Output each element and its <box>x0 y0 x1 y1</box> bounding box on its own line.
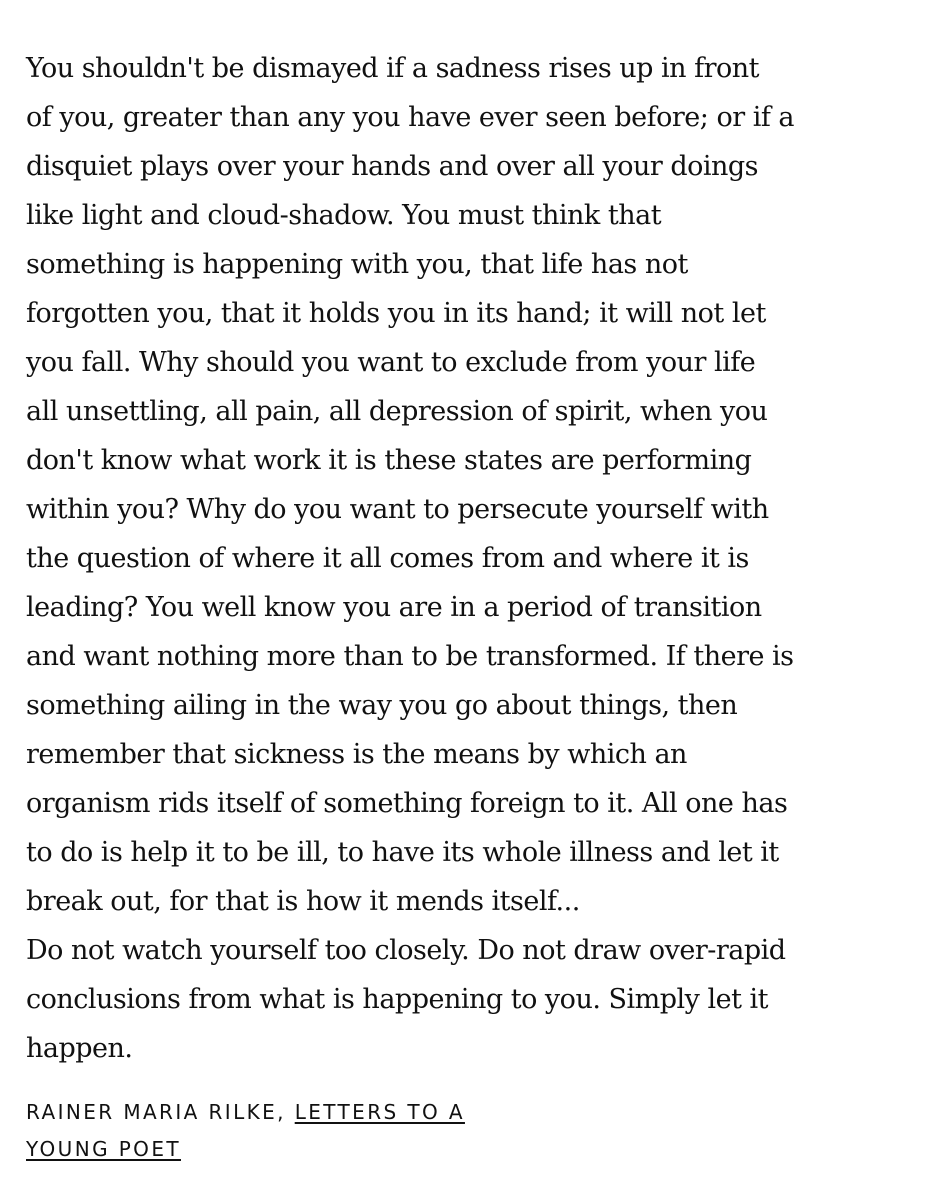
quote-line: You shouldn't be dismayed if a sadness rises up in front <box>26 53 760 84</box>
quote-line: break out, for that is how it mends itself... <box>26 886 580 917</box>
quote-line: you fall. Why should you want to exclude from your life <box>26 347 756 378</box>
quote-line: like light and cloud-shadow. You must think that <box>26 200 662 231</box>
quote-line: the question of where it all comes from and where it is <box>26 543 749 574</box>
quote-text <box>26 44 916 1073</box>
quote-line: something is happening with you, that life has not <box>26 249 688 280</box>
quote-line: organism rids itself of something foreign to it. All one has <box>26 788 788 819</box>
quote-line: and want nothing more than to be transformed. If there is <box>26 641 794 672</box>
quote-line: of you, greater than any you have ever seen before; or if a <box>26 102 795 133</box>
book-title-link-part-1[interactable]: LETTERS TO A <box>294 1100 465 1124</box>
quote-line: remember that sickness is the means by which an <box>26 739 687 770</box>
quote-line: conclusions from what is happening to you. Simply let it <box>26 984 769 1015</box>
quote-line: leading? You well know you are in a period of transition <box>26 592 762 623</box>
quote-line: happen. <box>26 1033 133 1064</box>
attribution <box>26 1094 646 1168</box>
quote-line: disquiet plays over your hands and over all your doings <box>26 151 759 182</box>
attribution-line-2 <box>26 1131 646 1168</box>
quote-line: within you? Why do you want to persecute yourself with <box>26 494 769 525</box>
quote-line: don't know what work it is these states are performing <box>26 445 752 476</box>
quote-line: to do is help it to be ill, to have its whole illness and let it <box>26 837 779 868</box>
quote-line: all unsettling, all pain, all depression of spirit, when you <box>26 396 768 427</box>
author-name: RAINER MARIA RILKE, <box>26 1100 286 1124</box>
quote-line: forgotten you, that it holds you in its hand; it will not let <box>26 298 766 329</box>
quote-line: Do not watch yourself too closely. Do not draw over-rapid <box>26 935 786 966</box>
quote-line: something ailing in the way you go about things, then <box>26 690 738 721</box>
book-title-link-part-2[interactable]: YOUNG POET <box>26 1137 181 1161</box>
attribution-line-1 <box>26 1094 646 1131</box>
